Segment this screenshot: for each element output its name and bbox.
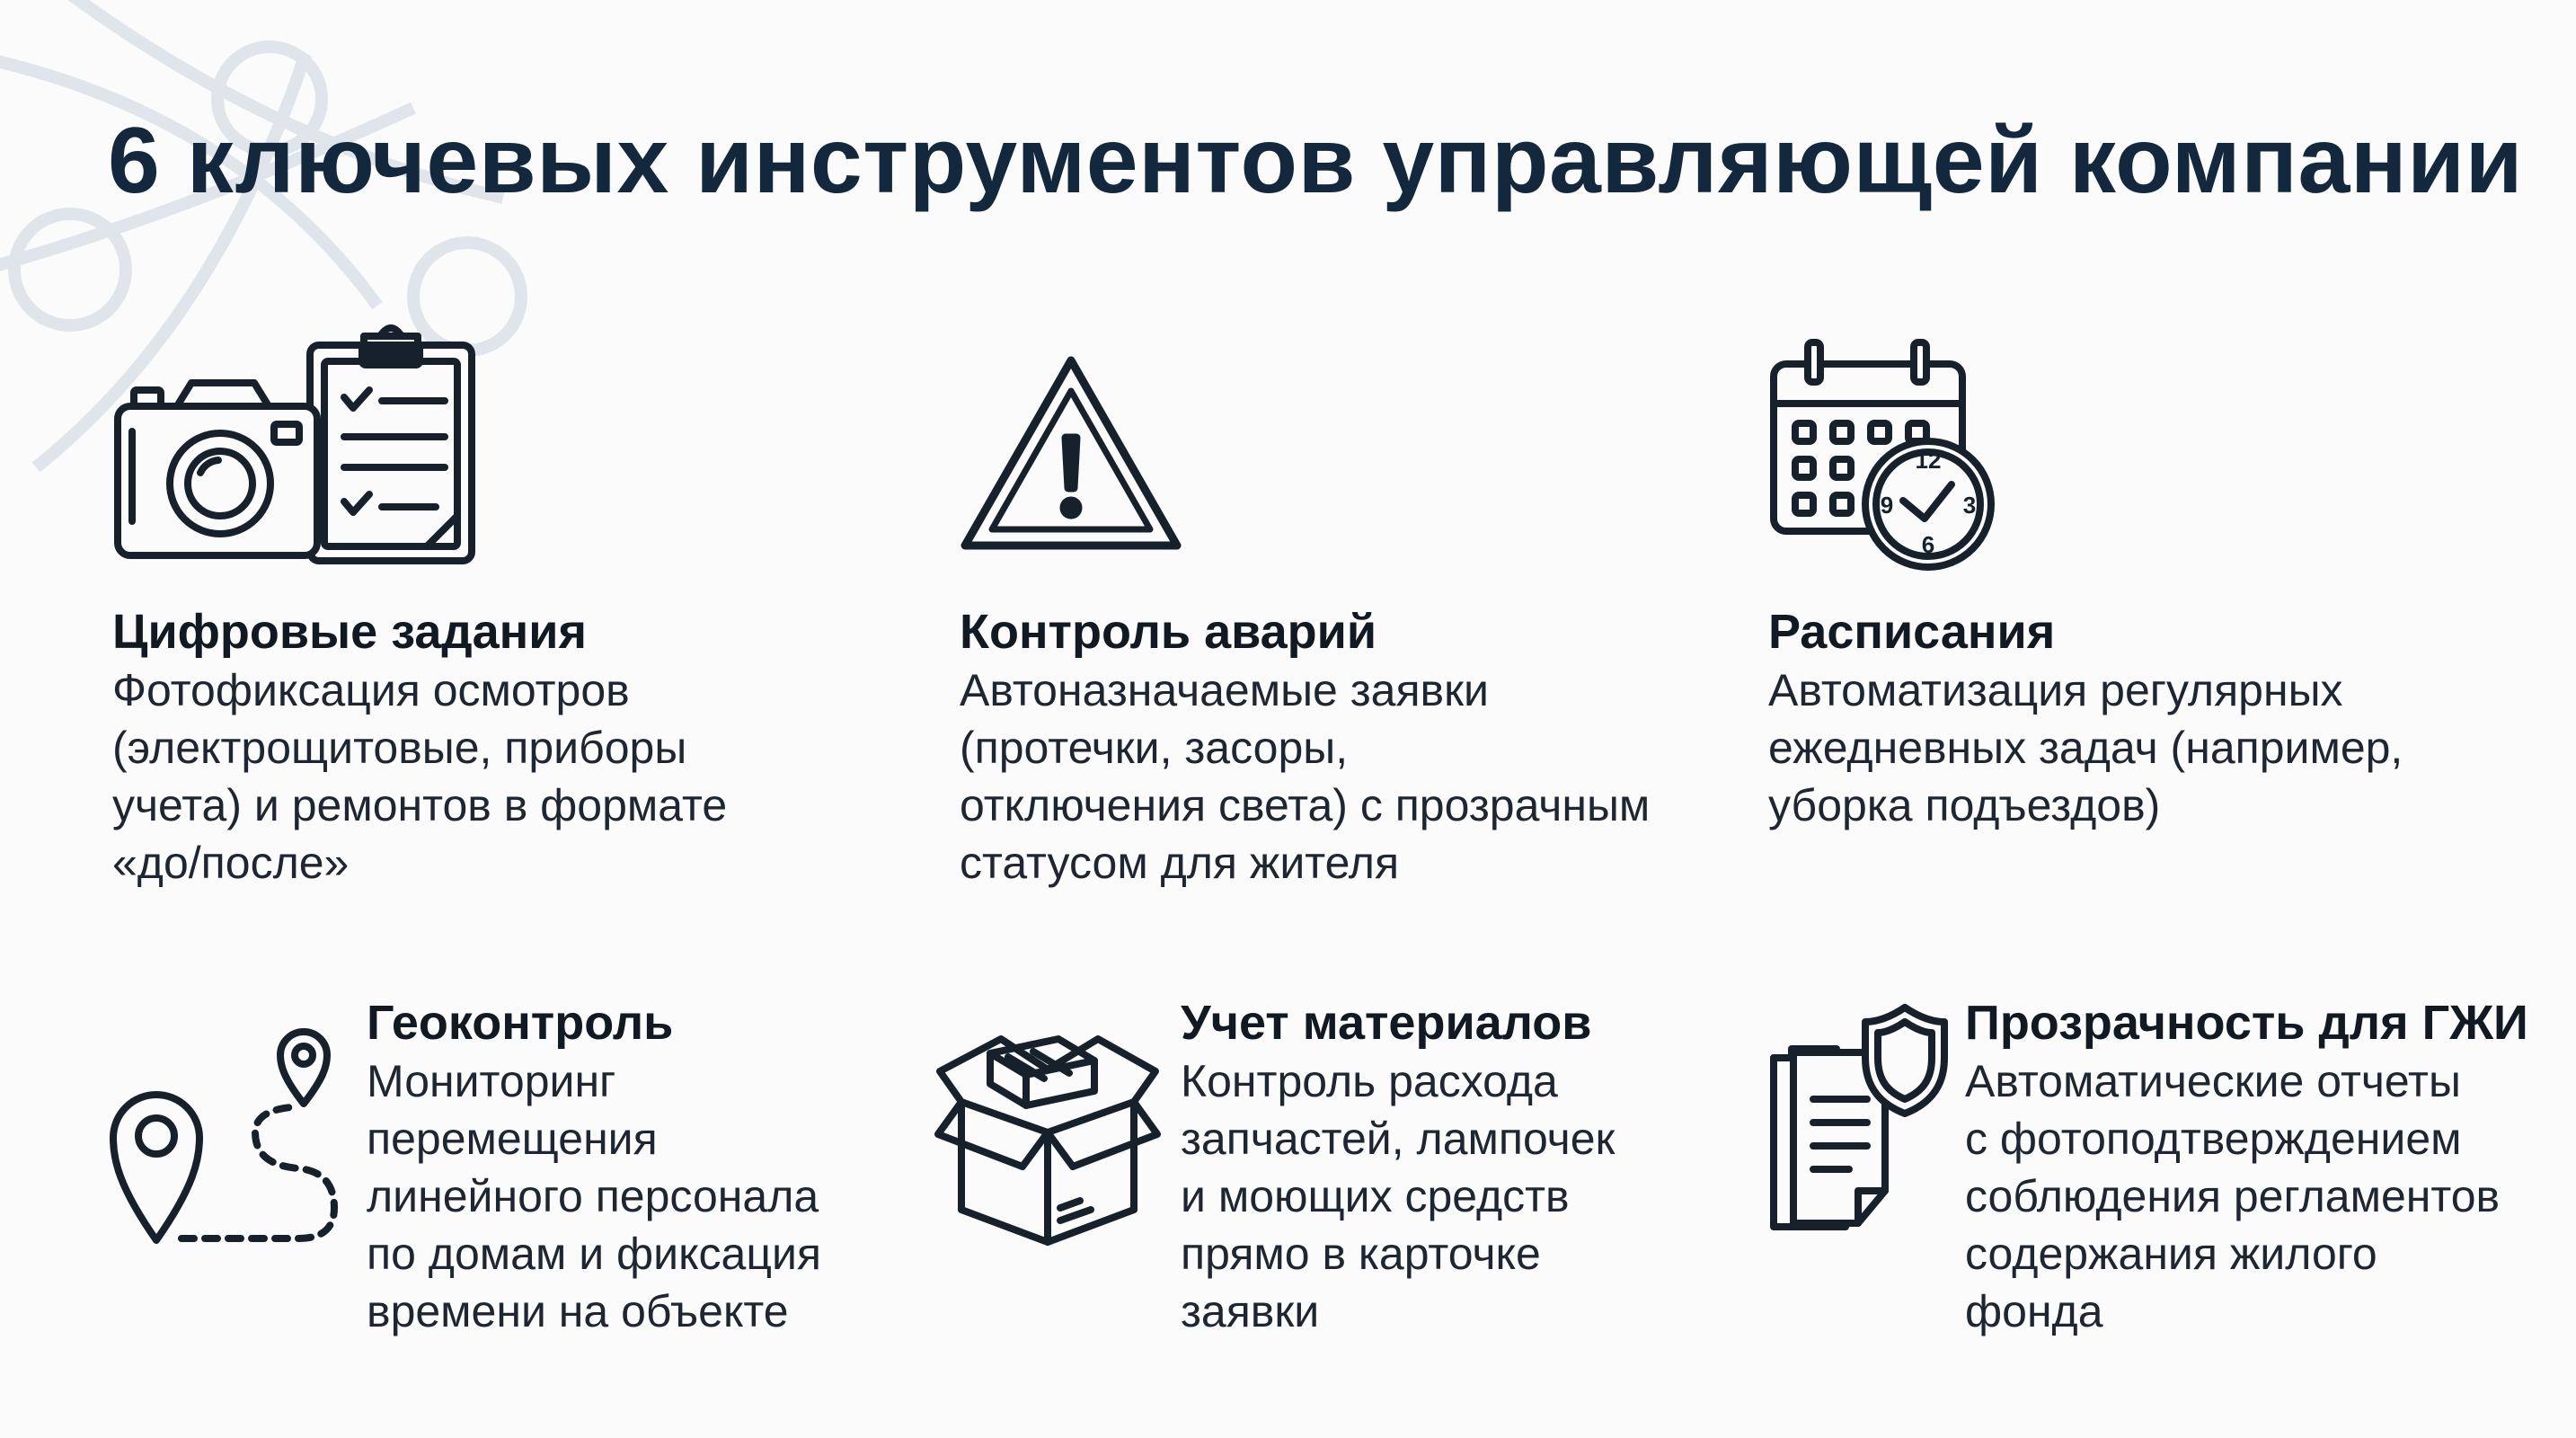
card-title: Прозрачность для ГЖИ <box>1965 996 2528 1050</box>
card-description <box>1181 1052 1615 1340</box>
description-line: прямо в карточке <box>1181 1229 1541 1279</box>
description-line: (электрощитовые, приборы <box>112 723 687 773</box>
description-line: Автоматические отчеты <box>1965 1056 2461 1106</box>
card-emergency-control <box>960 602 1650 892</box>
description-line: ежедневных задач (например, <box>1768 723 2403 773</box>
card-title: Цифровые задания <box>112 605 588 659</box>
page-title: 6 ключевых инструментов управляющей компании <box>108 109 2524 213</box>
warning-triangle-icon <box>960 355 1182 553</box>
card-title: Контроль аварий <box>960 605 1377 659</box>
card-title: Расписания <box>1768 605 2056 659</box>
camera-clipboard-icon <box>112 324 490 566</box>
open-box-icon <box>934 1016 1161 1249</box>
calendar-clock-icon <box>1768 337 2002 571</box>
description-line: содержания жилого <box>1965 1229 2377 1279</box>
description-line: перемещения <box>367 1114 658 1164</box>
description-line: отключения света) с прозрачным <box>960 780 1651 830</box>
description-line: с фотоподтверждением <box>1965 1114 2462 1164</box>
description-line: (протечки, засоры, <box>960 723 1349 773</box>
description-line: фонда <box>1965 1286 2103 1336</box>
card-title: Геоконтроль <box>367 996 674 1050</box>
card-digital-tasks <box>112 602 727 892</box>
description-line: статусом для жителя <box>960 838 1400 888</box>
description-line: Фотофиксация осмотров <box>112 665 630 715</box>
document-shield-icon <box>1768 1002 1948 1238</box>
card-gzhi-transparency <box>1965 993 2528 1340</box>
description-line: Мониторинг <box>367 1056 616 1106</box>
card-description <box>1768 661 2403 834</box>
description-line: Автоназначаемые заявки <box>960 665 1489 715</box>
description-line: Автоматизация регулярных <box>1768 665 2343 715</box>
card-materials-accounting <box>1181 993 1615 1340</box>
description-line: времени на объекте <box>367 1286 789 1336</box>
svg-text:3: 3 <box>1962 492 1977 519</box>
description-line: соблюдения регламентов <box>1965 1171 2501 1221</box>
card-description <box>112 661 727 892</box>
description-line: запчастей, лампочек <box>1181 1114 1616 1164</box>
description-line: учета) и ремонтов в формате <box>112 780 728 830</box>
description-line: «до/после» <box>112 838 350 888</box>
description-line: Контроль расхода <box>1181 1056 1558 1106</box>
svg-text:12: 12 <box>1915 447 1942 474</box>
svg-text:9: 9 <box>1880 492 1894 519</box>
card-description <box>367 1052 821 1340</box>
geolocation-route-icon <box>110 1016 343 1245</box>
card-schedules <box>1768 602 2403 834</box>
description-line: уборка подъездов) <box>1768 780 2161 830</box>
description-line: линейного персонала <box>367 1171 819 1221</box>
description-line: и моющих средств <box>1181 1171 1570 1221</box>
card-description <box>960 661 1650 892</box>
card-title: Учет материалов <box>1181 996 1592 1050</box>
description-line: по домам и фиксация <box>367 1229 821 1279</box>
card-description <box>1965 1052 2528 1340</box>
description-line: заявки <box>1181 1286 1320 1336</box>
card-geocontrol <box>367 993 821 1340</box>
svg-text:6: 6 <box>1921 531 1935 558</box>
